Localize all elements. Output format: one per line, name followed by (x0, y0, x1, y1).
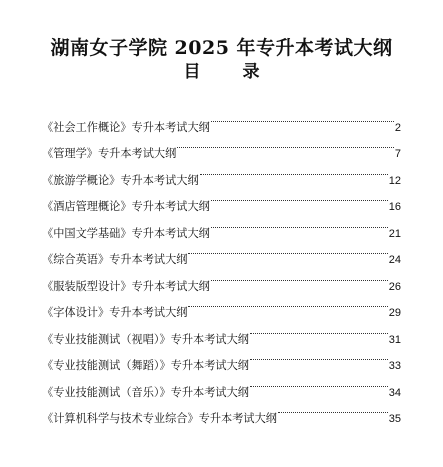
document-title: 湖南女子学院 2025 年专升本考试大纲 (50, 37, 393, 59)
toc-leader-dots (250, 369, 388, 396)
toc-entry-title: 《专业技能测试（舞蹈）》专升本考试大纲 (42, 359, 249, 372)
toc-entry-title: 《管理学》专升本考试大纲 (42, 147, 177, 160)
toc-entry-title: 《计算机科学与技术专业综合》专升本考试大纲 (42, 412, 277, 425)
toc-page-number: 26 (388, 280, 401, 293)
toc-entry-title: 《专业技能测试（音乐）》专升本考试大纲 (42, 385, 249, 399)
toc-leader-dots (177, 131, 394, 158)
toc-heading: 目 录 (183, 62, 278, 82)
toc-leader-dots (211, 184, 388, 211)
toc-page-number: 12 (388, 174, 401, 187)
toc-entry-title: 《社会工作概论》专升本考试大纲 (42, 120, 210, 134)
toc-page-number: 16 (388, 201, 401, 213)
toc-entry-title: 《服装版型设计》专升本考试大纲 (42, 279, 210, 293)
table-of-contents (42, 104, 401, 425)
toc-page-number: 29 (388, 307, 401, 319)
toc-leader-dots (250, 343, 388, 370)
toc-page-number: 31 (388, 333, 401, 346)
toc-leader-dots (250, 316, 388, 343)
toc-page-number: 33 (388, 360, 401, 372)
toc-entry-title: 《专业技能测试（视唱）》专升本考试大纲 (42, 332, 249, 346)
toc-leader-dots (211, 104, 394, 131)
toc-page-number: 21 (388, 227, 401, 240)
toc-leader-dots (188, 290, 387, 317)
toc-entry-title: 《酒店管理概论》专升本考试大纲 (42, 200, 210, 213)
toc-leader-dots (200, 157, 388, 184)
toc-entry-title: 《综合英语》专升本考试大纲 (42, 253, 188, 266)
toc-entry-title: 《中国文学基础》专升本考试大纲 (42, 226, 210, 240)
toc-leader-dots (278, 396, 388, 423)
toc-page-number: 35 (388, 413, 401, 425)
toc-page-number: 7 (394, 148, 401, 160)
toc-entry[interactable] (42, 104, 401, 134)
toc-entry-title: 《字体设计》专升本考试大纲 (42, 306, 188, 319)
toc-leader-dots (211, 210, 388, 237)
toc-leader-dots (211, 263, 388, 290)
toc-leader-dots (188, 237, 387, 264)
toc-page-number: 34 (388, 386, 401, 399)
toc-entry-title: 《旅游学概论》专升本考试大纲 (42, 173, 199, 187)
toc-page-number: 24 (388, 254, 401, 266)
toc-page-number: 2 (394, 121, 401, 134)
